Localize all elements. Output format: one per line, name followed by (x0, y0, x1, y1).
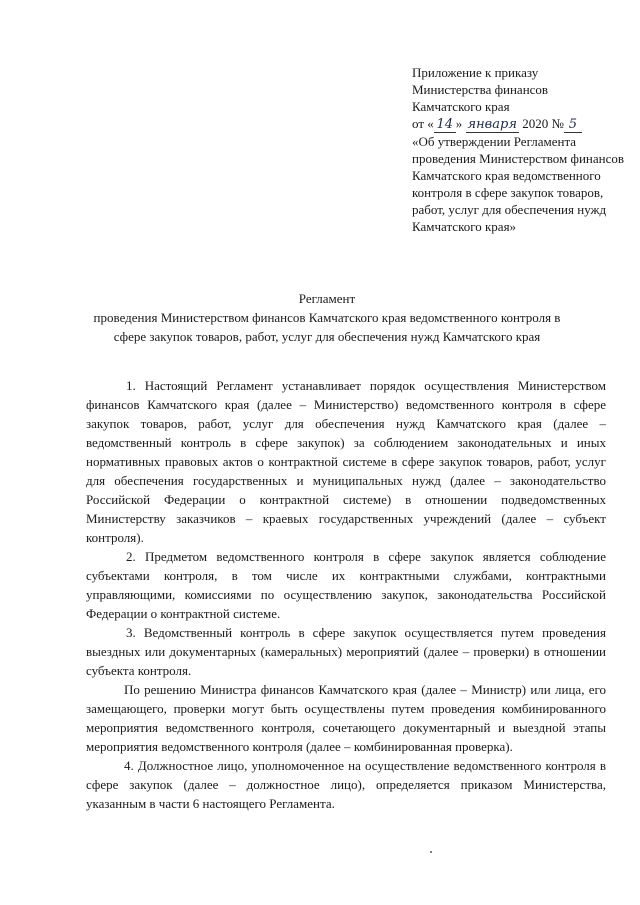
paragraph-1: 1. Настоящий Регламент устанавливает порядок осуществления Министерством финансов Камчатского края (далее – Министерство) ведомственного контроля в сфере закупок товаров, работ, услуг для обеспечения нужд Камчатского края (далее – ведомственный контроль в сфере закупок) за соблюдением законодательных и иных нормативных правовых актов о контрактной системе в сфере закупок товаров, работ, услуг для обеспечения государственных и муниципальных нужд (далее – законодательство Российской Федерации о контрактной системе) в отношении подведомственных Министерству заказчиков – краевых государственных учреждений (далее – субъект контроля). (86, 378, 606, 545)
paragraph-3: 3. Ведомственный контроль в сфере закупок осуществляется путем проведения выездных или документарных (камеральных) мероприятий (далее – проверки) в отношении субъекта контроля. (86, 625, 606, 678)
order-date-line (412, 115, 624, 133)
title-subtitle: проведения Министерством финансов Камчатского края ведомственного контроля в сфере закупок товаров, работ, услуг для обеспечения нужд Камчатского края (93, 310, 561, 344)
document-title (90, 289, 564, 346)
date-mid: » (455, 116, 463, 131)
handwritten-order-number: 5 (564, 118, 582, 133)
appendix-line-2: Министерства финансов (412, 82, 549, 97)
handwritten-month: января (467, 117, 517, 132)
paragraph-2: 2. Предметом ведомственного контроля в сфере закупок является соблюдение субъектами контроля, в том числе их контрактными службами, контрактными управляющими, комиссиями по осуществлению закупок, законодательства Российской Федерации о контрактной системе. (86, 549, 606, 621)
appendix-line-3: Камчатского края (412, 99, 510, 114)
scan-speck (430, 851, 432, 853)
document-body (86, 376, 606, 813)
handwritten-day: 14 (434, 118, 456, 133)
date-year: 2020 № (522, 116, 564, 131)
appendix-line-1: Приложение к приказу (412, 65, 539, 80)
paragraph-4: 4. Должностное лицо, уполномоченное на осуществление ведомственного контроля в сфере закупок (далее – должностное лицо), определяется приказом Министерства, указанным в части 6 настоящего Регламента. (86, 758, 606, 811)
title-heading: Регламент (298, 291, 356, 306)
date-prefix: от « (412, 116, 434, 131)
appendix-header (412, 64, 624, 235)
paragraph-3-continuation: По решению Министра финансов Камчатского края (далее – Министр) или лица, его замещающего, проверки могут быть осуществлены путем проведения комбинированного мероприятия ведомственного контроля, сочетающего документарный и выездной этапы мероприятия ведомственного контроля (далее – комбинированная проверка). (86, 682, 606, 754)
order-description: «Об утверждении Регламента проведения Министерством финансов Камчатского края ведомственного контроля в сфере закупок товаров, работ, услуг для обеспечения нужд Камчатского края» (412, 134, 624, 234)
